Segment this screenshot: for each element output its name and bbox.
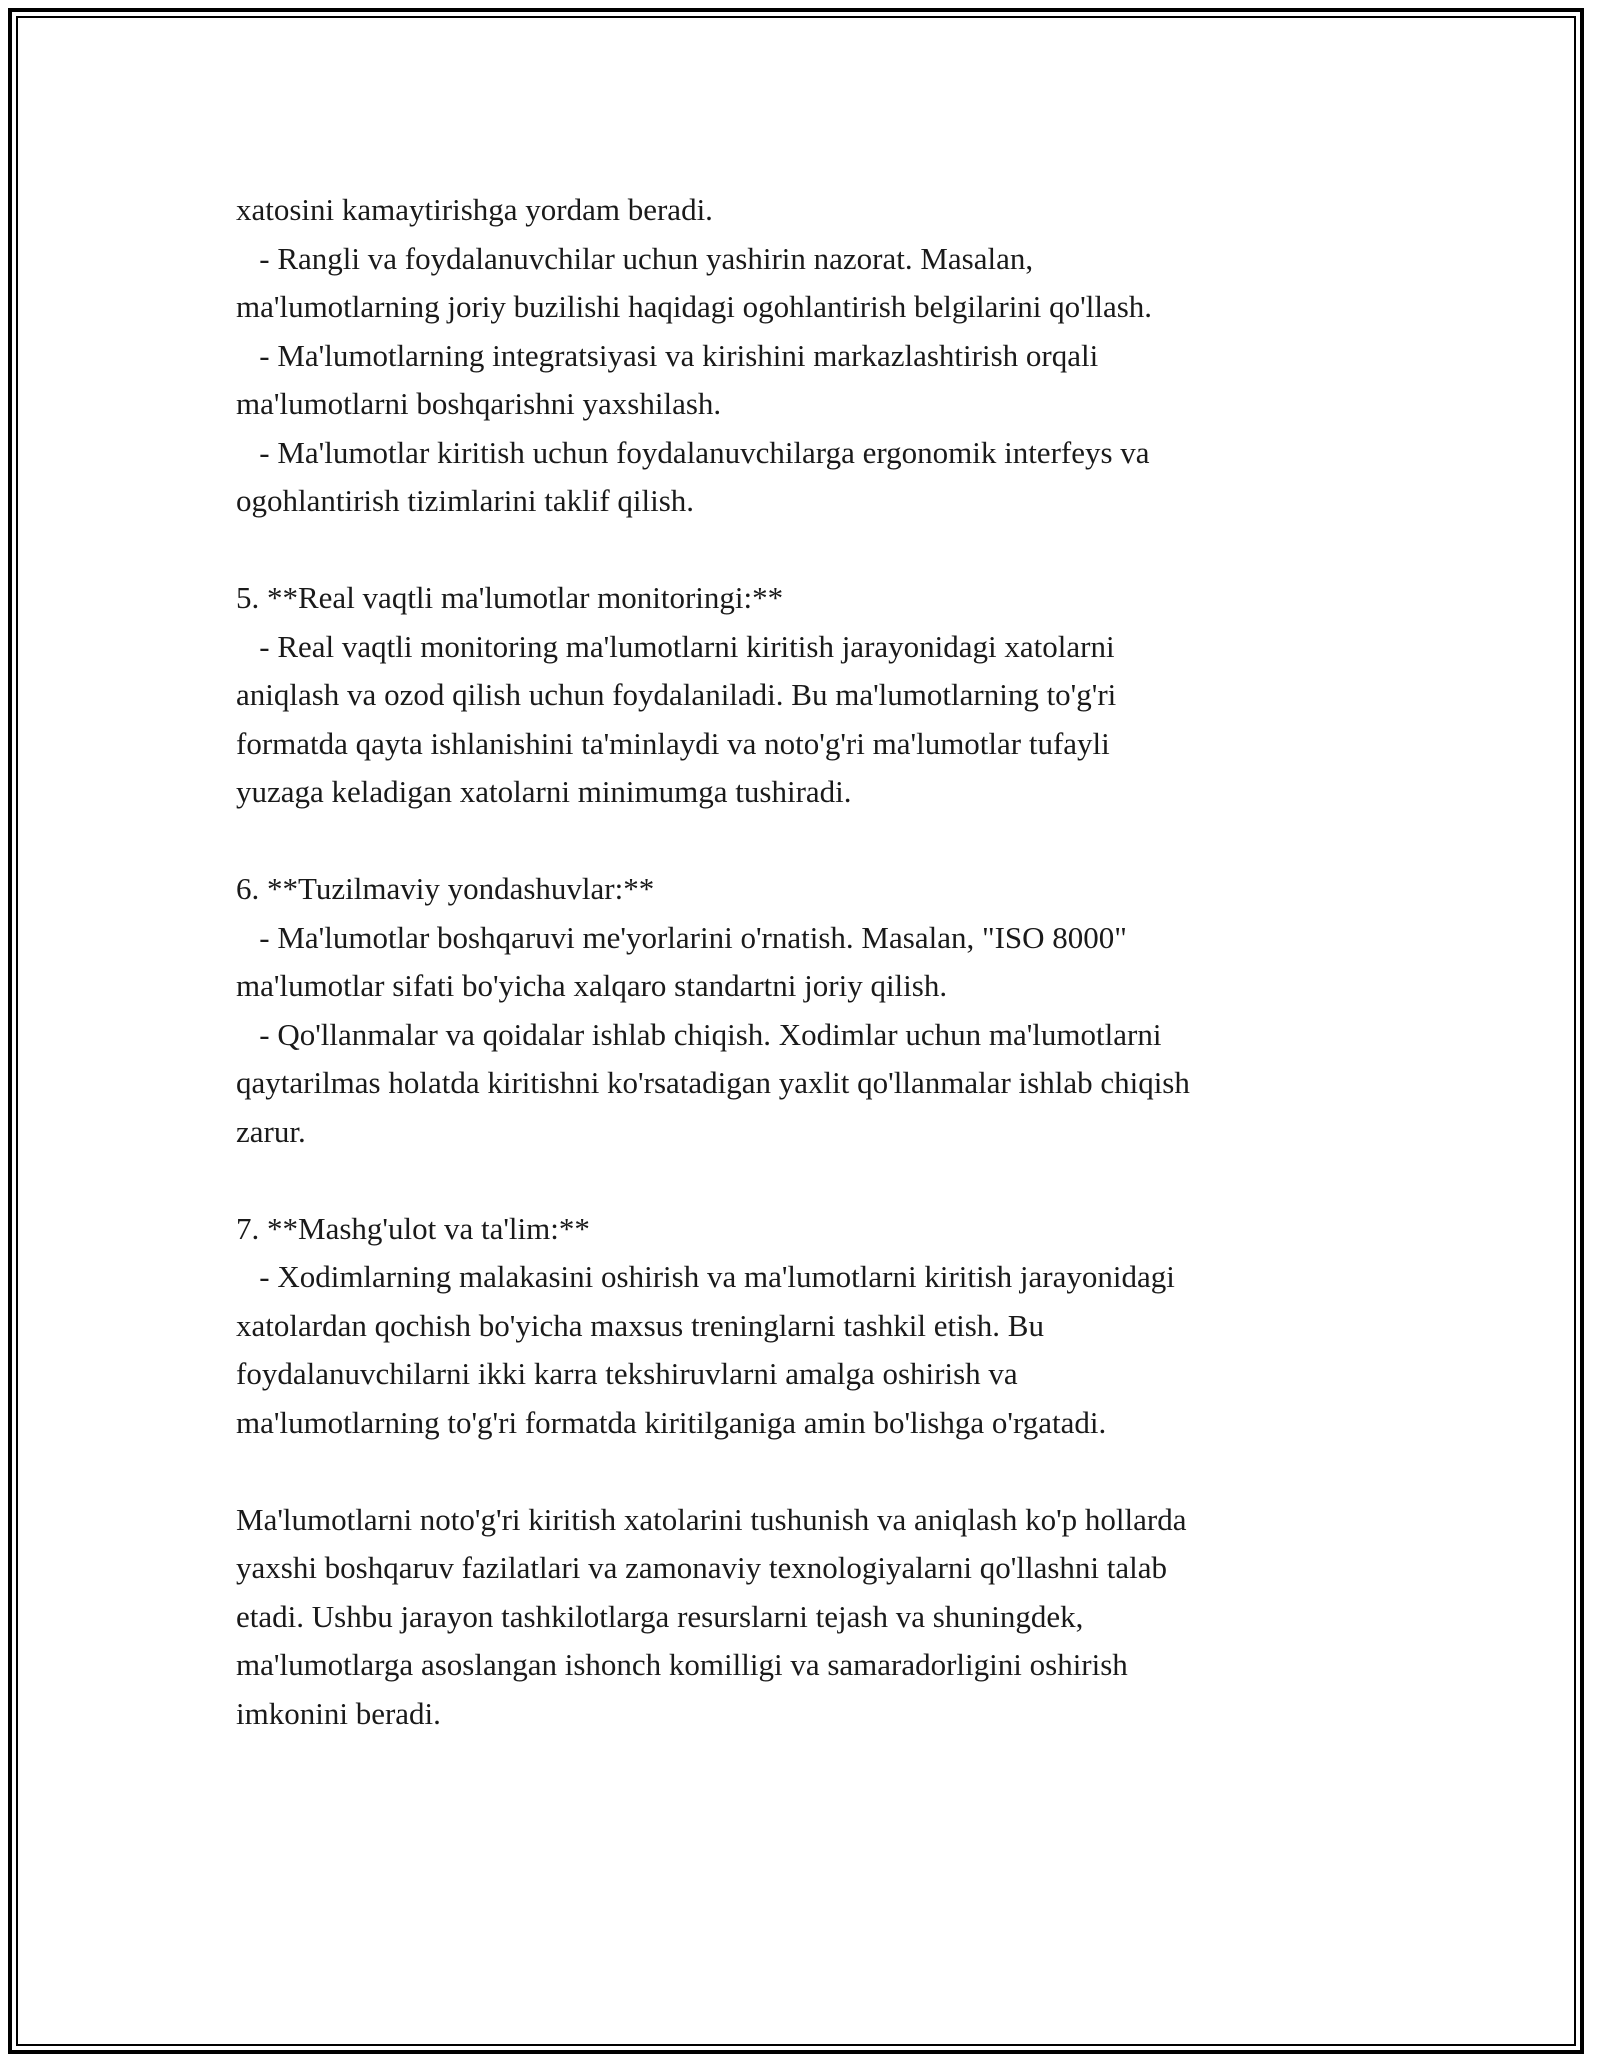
text-line: ma'lumotlarni boshqarishni yaxshilash. [236,386,722,421]
conclusion-line: Ma'lumotlarni noto'g'ri kiritish xatolarini tushunish va aniqlash ko'p hollarda [236,1501,1187,1537]
text-line: - Rangli va foydalanuvchilar uchun yashirin nazorat. Masalan, [236,240,1034,276]
text-line: - Ma'lumotlar kiritish uchun foydalanuvchilarga ergonomik interfeys va [236,434,1150,470]
text-line: - Xodimlarning malakasini oshirish va ma'lumotlarni kiritish jarayonidagi [236,1259,1175,1294]
conclusion-line: ma'lumotlarga asoslangan ishonch komilligi va samaradorligini oshirish [236,1647,1128,1682]
conclusion-line: etadi. Ushbu jarayon tashkilotlarga resurslarni tejash va shuningdek, [236,1598,1084,1634]
text-line: ma'lumotlar sifati bo'yicha xalqaro standartni joriy qilish. [236,968,948,1003]
text-line: xatolardan qochish bo'yicha maxsus treninglarni tashkil etish. Bu [236,1307,1044,1343]
text-line: - Real vaqtli monitoring ma'lumotlarni kiritish jarayonidagi xatolarni [236,628,1115,664]
text-line: zarur. [236,1113,306,1149]
blank-line [236,526,1386,575]
text-line: yuzaga keladigan xatolarni minimumga tushiradi. [236,774,852,809]
blank-line [236,1447,1386,1496]
text-line: formatda qayta ishlanishini ta'minlaydi va noto'g'ri ma'lumotlar tufayli [236,725,1110,761]
text-line: ogohlantirish tizimlarini taklif qilish. [236,483,695,518]
text-line: qaytarilmas holatda kiritishni ko'rsatadigan yaxlit qo'llanmalar ishlab chiqish [236,1065,1190,1100]
document-body [236,186,1386,1738]
text-line: - Ma'lumotlar boshqaruvi me'yorlarini o'rnatish. Masalan, "ISO 8000" [236,919,1127,955]
conclusion-line: imkonini beradi. [236,1695,441,1731]
text-line: ma'lumotlarning joriy buzilishi haqidagi ogohlantirish belgilarini qo'llash. [236,289,1153,324]
section-heading: 7. **Mashg'ulot va ta'lim:** [236,1210,590,1246]
conclusion-line: yaxshi boshqaruv fazilatlari va zamonaviy texnologiyalarni qo'llashni talab [236,1550,1167,1585]
text-line: - Ma'lumotlarning integratsiyasi va kirishini markazlashtirish orqali [236,337,1099,373]
text-line: aniqlash va ozod qilish uchun foydalaniladi. Bu ma'lumotlarning to'g'ri [236,677,1117,712]
blank-line [236,1156,1386,1205]
section-heading: 5. **Real vaqtli ma'lumotlar monitoringi:** [236,580,784,615]
section-heading: 6. **Tuzilmaviy yondashuvlar:** [236,871,655,906]
text-line: - Qo'llanmalar va qoidalar ishlab chiqish. Xodimlar uchun ma'lumotlarni [236,1016,1162,1052]
text-line: xatosini kamaytirishga yordam beradi. [236,192,713,227]
text-line: foydalanuvchilarni ikki karra tekshiruvlarni amalga oshirish va [236,1356,1018,1391]
blank-line [236,817,1386,866]
text-line: ma'lumotlarning to'g'ri formatda kiritilganiga amin bo'lishga o'rgatadi. [236,1404,1107,1440]
